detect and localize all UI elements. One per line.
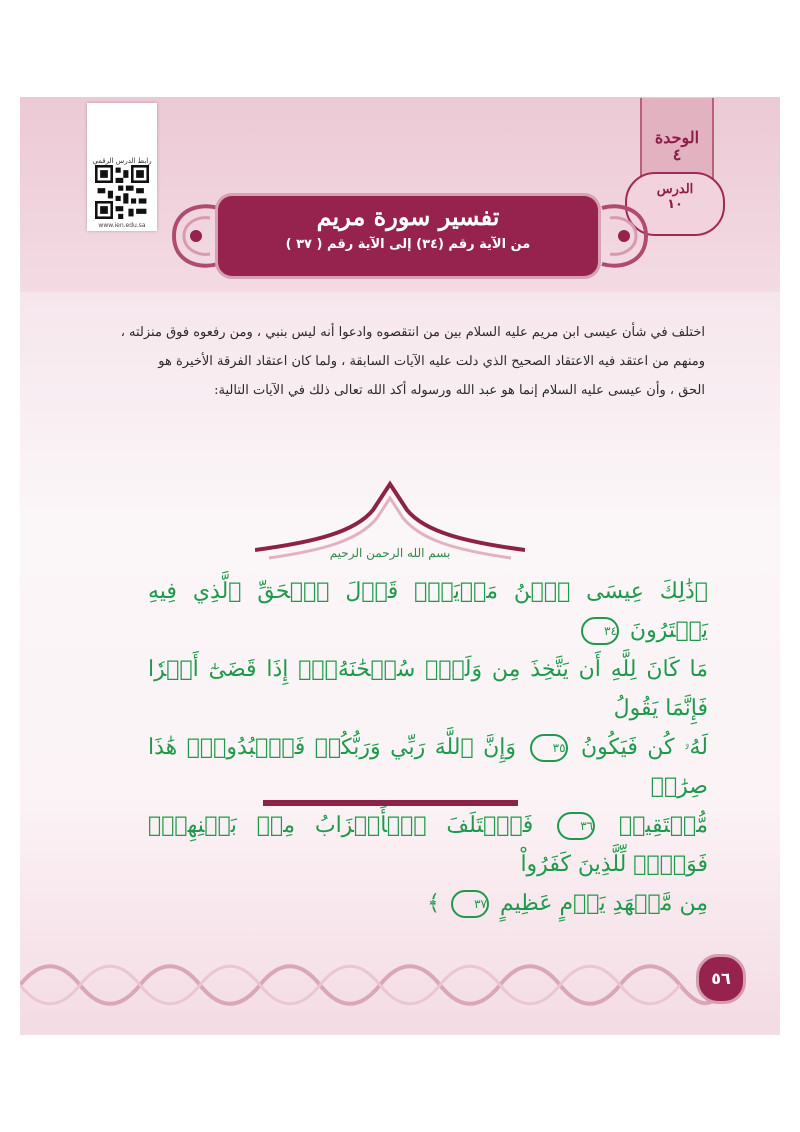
page-number: ٥٦ [696,954,746,1004]
lesson-title-banner [218,196,598,276]
verse-line [148,884,708,923]
intro-line: الحق ، وأن عيسى عليه السلام إنما هو عبد الله ورسوله أكد الله تعالى ذلك في الآيات التالية: [214,383,705,398]
unit-label: الوحدة [654,128,700,147]
verse-text: وَإِنَّ ٱللَّهَ رَبِّي وَرَبُّكُمۡ فَٱعۡبُدُوهُۚ هَٰذَا صِرَٰطٞ [148,735,708,799]
verse-text: مِن مَّشۡهَدِ يَوۡمٍ عَظِيمٍ [500,891,708,916]
verse-text: مَا كَانَ لِلَّهِ أَن يَتَّخِذَ مِن وَلَدٖۖ سُبۡحَٰنَهُۥٓۚ إِذَا قَضَىٰٓ أَمۡرٗا فَإِنَّمَا يَقُولُ [148,657,708,721]
basmala: بسم الله الرحمن الرحيم [329,546,451,560]
decorative-border-icon [20,955,720,1015]
verse-text: فَٱخۡتَلَفَ ٱلۡأَحۡزَابُ مِنۢ بَيۡنِهِمۡۖ فَوَيۡلٞ لِّلَّذِينَ كَفَرُواْ [148,813,708,877]
verse-line [148,728,708,806]
unit-number: ٤ [672,145,682,164]
verse-number: ٣٥ [530,734,568,762]
verse-line [148,806,708,884]
left-ornament-icon [166,198,222,274]
unit-tab [640,98,714,180]
qr-code-icon [95,165,149,219]
right-ornament-icon [598,198,654,274]
intro-paragraph [105,318,705,405]
intro-line: اختلف في شأن عيسى ابن مريم عليه السلام بين من انتقصوه وادعوا أنه ليس بنبي ، ومن رفعوه فوق منزلته ، [120,325,705,340]
verse-text: ﴾ [427,891,440,916]
verse-number: ٣٧ [451,890,489,918]
divider-rule [263,800,518,806]
verse-number: ٣٦ [557,812,595,840]
verse-text: مُّسۡتَقِيمٞ [619,813,709,838]
qr-url: www.ien.edu.sa [98,222,146,229]
lesson-label: الدرس [656,182,694,197]
verse-line [148,650,708,728]
page-title: تفسير سورة مريم [316,202,500,231]
verse-text: لَهُۥ كُن فَيَكُونُ [581,735,709,760]
intro-line: ومنهم من اعتقد فيه الاعتقاد الصحيح الذي دلت عليه الآيات السابقة ، ولما كان اعتقاد الفرقة الأخيرة هو [158,354,705,369]
qr-code-card[interactable] [87,103,157,231]
verse-text: ﴿ذَٰلِكَ عِيسَى ٱبۡنُ مَرۡيَمَۚ قَوۡلَ ٱلۡحَقِّ ٱلَّذِي فِيهِ يَمۡتَرُونَ [148,579,708,643]
qr-label: رابط الدرس الرقمي [92,157,152,165]
quran-verses [148,572,708,923]
verse-number: ٣٤ [581,617,619,645]
lesson-number: ١٠ [667,197,683,212]
page-subtitle: من الآية رقم (٣٤) إلى الآية رقم ( ٣٧ ) [285,237,531,252]
verse-line [148,572,708,650]
